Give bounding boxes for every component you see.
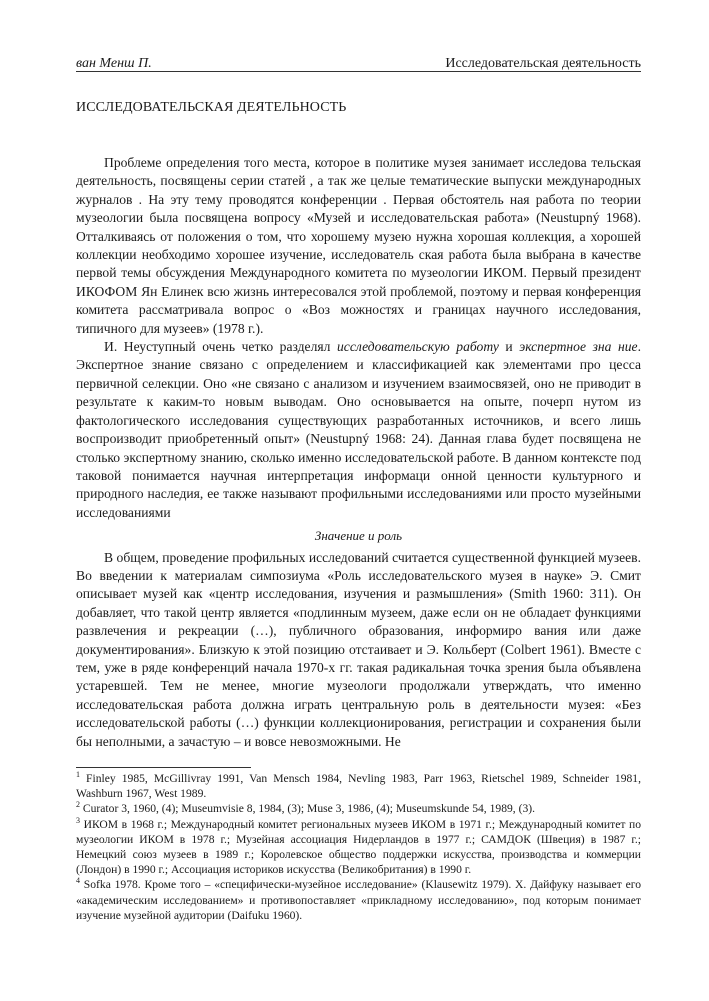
footnote-number: 2 — [76, 800, 80, 810]
footnote-number: 3 — [76, 815, 80, 825]
footnote-3 — [76, 817, 641, 878]
footnote-text: Curator 3, 1960, (4); Museumvisie 8, 1984, (3); Muse 3, 1986, (4); Museumskunde 54, 1989, (3). — [80, 802, 536, 816]
paragraph-2 — [76, 338, 641, 522]
running-header — [76, 50, 641, 72]
footnote-text: ИКОМ в 1968 г.; Международный комитет региональных музеев ИКОМ в 1971 г.; Международный комитет по музеологии ИКОМ в 1978 г.; Музейная ассоциация Нидерландов в 1977 г.; САМДОК (Швеция) в 1987 г.; Немецкий союз музеев в 1989 г.; Королевское общество поддержки искусства, производства и коммерции (Лондон) в 1990 г.; Ассоциация историков искусства (Великобритания) в 1990 г. — [76, 817, 641, 877]
chapter-title: ИССЛЕДОВАТЕЛЬСКАЯ ДЕЯТЕЛЬНОСТЬ — [76, 100, 347, 115]
header-section-title: Исследовательская деятельность — [445, 56, 641, 71]
footnote-number: 4 — [76, 876, 80, 886]
footnote-number: 1 — [76, 770, 80, 780]
footnote-1 — [76, 771, 641, 801]
paragraph-2-text: и — [498, 339, 520, 355]
footnotes — [76, 771, 641, 923]
section-subheading: Значение и роль — [314, 528, 403, 544]
footnote-4 — [76, 877, 641, 923]
paragraph-2-text: . Экспертное знание связано с определением и классификацией как элементами про цесса первичной селекции. Оно «не связано с анализом и изучением взаимосвязей, оно не приводит в результате к каким-то новым выводам. Оно основывается на опыте, почерп нутом из фактологического исследования существующих разработанных источников, и всего лишь воспроизводит приобретенный опыт» (Neustupný 1968: 24). Данная глава будет посвящена не столько экспертному знанию, сколько именно исследовательской работе. В данном контексте под таковой понимается научная интерпретация информаци онной ценности культурного и природного наследия, ее также называют профильными исследованиями или просто музейными исследованиями — [76, 339, 641, 520]
paragraph-3: В общем, проведение профильных исследований считается существенной функцией музеев. Во введении к материалам симпозиума «Роль исследовательского музея в науке» Э. Смит описывает музей как «центр исследования, изучения и размышления» (Smith 1960: 311). Он добавляет, что такой центр является «подлинным музеем, даже если он не обладает функциями развлечения и рекреации (…), публичного образования, информиро вания или даже документирования». Близкую к этой позицию отстаивает и Э. Кольберт (Colbert 1961). Вместе с тем, уже в ряде конференций начала 1970-х гг. такая радикальная точка зрения была объявлена устаревшей. Тем не менее, многие музеологи продолжали утверждать, что именно исследовательская работа должна играть центральную роль в деятельности музея: «Без исследовательской работы (…) функции коллекционирования, регистрации и сохранения были бы неполными, а зачастую – и вовсе невозможными. Не — [76, 549, 641, 749]
footnote-2 — [76, 801, 641, 816]
main-text — [76, 154, 641, 751]
paragraph-2-emphasis-1: исследовательскую работу — [336, 339, 499, 355]
paragraph-2-emphasis-2: экспертное зна ние — [519, 339, 638, 355]
footnote-text: Finley 1985, McGillivray 1991, Van Mensch 1984, Nevling 1983, Parr 1963, Rietschel 1989, Schneider 1981, Washburn 1967, West 1989. — [76, 772, 641, 801]
footnote-rule — [76, 767, 251, 768]
paragraph-2-text: И. Неуступный очень четко разделял — [104, 339, 337, 355]
paragraph-1: Проблеме определения того места, которое в политике музея занимает исследова тельская деятельность, посвящены серии статей , а так же целые тематические выпуски международных журналов . На эту тему проводятся конференции . Первая обстоятель ная работа по теории музеологии была посвящена вопросу «Музей и исследовательская работа» (Neustupný 1968). Отталкиваясь от положения о том, что хорошему музею нужна хорошая коллекция, а хорошей коллекции необходимо хорошее изучение, исследователь ская работа была выбрана в качестве первой темы обсуждения Международного комитета по музеологии ИКОМ. Первый президент ИКОФОМ Ян Елинек всю жизнь интересовался этой проблемой, поэтому и первая конференция комитета рассматривала вопрос о «Воз можностях и границах научного исследования, типичного для музеев» (1978 г.). — [76, 155, 641, 336]
header-author: ван Менш П. — [76, 56, 152, 71]
footnote-text: Sofka 1978. Кроме того – «специфически-музейное исследование» (Klausewitz 1979). Х. Дайфуку называет его «академическим исследованием» и противопоставляет «прикладному исследованию», под которым понимает изучение музейной аудитории (Daifuku 1960). — [76, 878, 641, 922]
header-rule — [76, 71, 641, 72]
